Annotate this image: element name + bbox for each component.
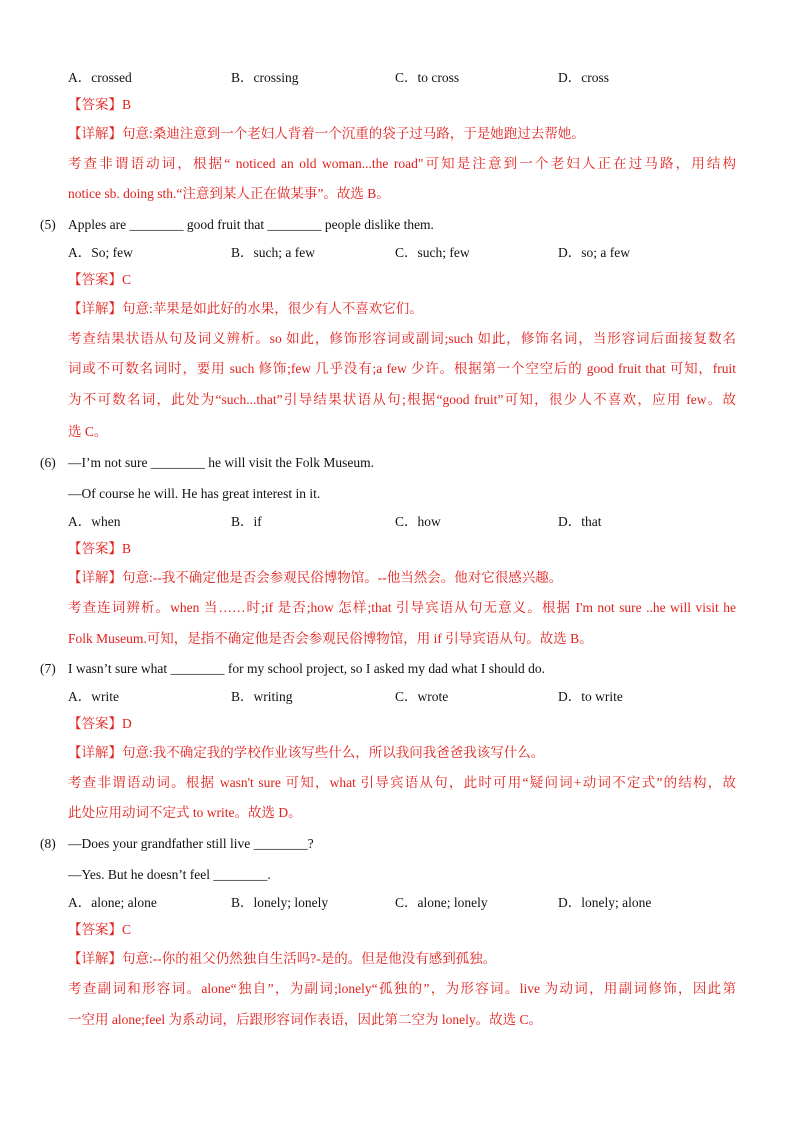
option-d: D．that: [558, 514, 602, 529]
option-b: B．crossing: [231, 70, 299, 85]
answer-line: 【答案】B: [68, 97, 132, 112]
explanation-line: 此处应用动词不定式 to write。故选 D。: [68, 805, 302, 820]
option-d: D．lonely; alone: [558, 895, 652, 910]
detail-line: 【详解】句意:桑迪注意到一个老妇人背着一个沉重的袋子过马路，于是她跑过去帮她。: [68, 126, 585, 141]
explanation-line: 考查连词辨析。when 当……时;if 是否;how 怎样;that 引导宾语从句无意义。根据 I'm not sure ..he will visit he: [68, 600, 736, 615]
explanation-line: 选 C。: [68, 424, 108, 439]
option-c: C．to cross: [395, 70, 460, 85]
question-options: [68, 512, 748, 532]
option-a: A．when: [68, 514, 121, 529]
explanation-line: 词或不可数名词时，要用 such 修饰;few 几乎没有;a few 少许。根据第一个空空后的 good fruit that 可知，fruit: [68, 361, 736, 376]
detail-line: 【详解】句意:我不确定我的学校作业该写些什么，所以我问我爸爸我该写什么。: [68, 745, 545, 760]
option-c: C．wrote: [395, 689, 449, 704]
question-text: —Yes. But he doesn’t feel ________.: [68, 867, 271, 882]
option-a: A．crossed: [68, 70, 132, 85]
question-options: [68, 243, 748, 263]
question-text: —Of course he will. He has great interest in it.: [68, 486, 321, 501]
question-number: (8): [40, 836, 56, 851]
question-options: [68, 687, 748, 707]
explanation-line: Folk Museum.可知，是指不确定他是否会参观民俗博物馆，用 if 引导宾语从句。故选 B。: [68, 631, 593, 646]
question-number: (6): [40, 455, 56, 470]
option-b: B．such; a few: [231, 245, 315, 260]
option-b: B．if: [231, 514, 262, 529]
answer-line: 【答案】C: [68, 922, 132, 937]
question-number: (7): [40, 661, 56, 676]
option-d: D．to write: [558, 689, 623, 704]
detail-line: 【详解】句意:--你的祖父仍然独自生活吗?-是的。但是他没有感到孤独。: [68, 951, 497, 966]
explanation-line: 考查副词和形容词。alone“独自”，为副词;lonely“孤独的”，为形容词。live 为动词，用副词修饰，因此第: [68, 981, 736, 996]
explanation-line: 考查结果状语从句及词义辨析。so 如此，修饰形容词或副词;such 如此，修饰名词，当形容词后面接复数名: [68, 331, 736, 346]
option-c: C．how: [395, 514, 441, 529]
explanation-line: 考查非谓语动词，根据“ noticed an old woman...the road"可知是注意到一个老妇人正在过马路，用结构: [68, 156, 736, 171]
answer-line: 【答案】D: [68, 716, 132, 731]
answer-line: 【答案】B: [68, 541, 132, 556]
question-text: I wasn’t sure what ________ for my school project, so I asked my dad what I should do.: [68, 661, 546, 676]
option-a: A．write: [68, 689, 119, 704]
explanation-line: 考查非谓语动词。根据 wasn't sure 可知，what 引导宾语从句，此时可用“疑问词+动词不定式”的结构，故: [68, 775, 736, 790]
option-d: D．so; a few: [558, 245, 630, 260]
prev-options: [68, 68, 748, 88]
explanation-line: notice sb. doing sth.“注意到某人正在做某事”。故选 B。: [68, 186, 390, 201]
option-a: A．alone; alone: [68, 895, 157, 910]
explanation-line: 为不可数名词，此处为“such...that”引导结果状语从句;根据“good fruit”可知，很少人不喜欢，应用 few。故: [68, 392, 736, 407]
answer-line: 【答案】C: [68, 272, 132, 287]
option-d: D．cross: [558, 70, 609, 85]
question-number: (5): [40, 217, 56, 232]
option-c: C．alone; lonely: [395, 895, 488, 910]
option-b: B．writing: [231, 689, 293, 704]
question-text: —I’m not sure ________ he will visit the Folk Museum.: [68, 455, 374, 470]
explanation-line: 一空用 alone;feel 为系动词，后跟形容词作表语，因此第二空为 lonely。故选 C。: [68, 1012, 542, 1027]
question-text: Apples are ________ good fruit that ________ people dislike them.: [68, 217, 434, 232]
question-options: [68, 893, 748, 913]
question-text: —Does your grandfather still live ________?: [68, 836, 314, 851]
detail-line: 【详解】句意:苹果是如此好的水果，很少有人不喜欢它们。: [68, 301, 423, 316]
detail-line: 【详解】句意:--我不确定他是否会参观民俗博物馆。--他当然会。他对它很感兴趣。: [68, 570, 563, 585]
option-b: B．lonely; lonely: [231, 895, 329, 910]
option-c: C．such; few: [395, 245, 470, 260]
option-a: A．So; few: [68, 245, 133, 260]
